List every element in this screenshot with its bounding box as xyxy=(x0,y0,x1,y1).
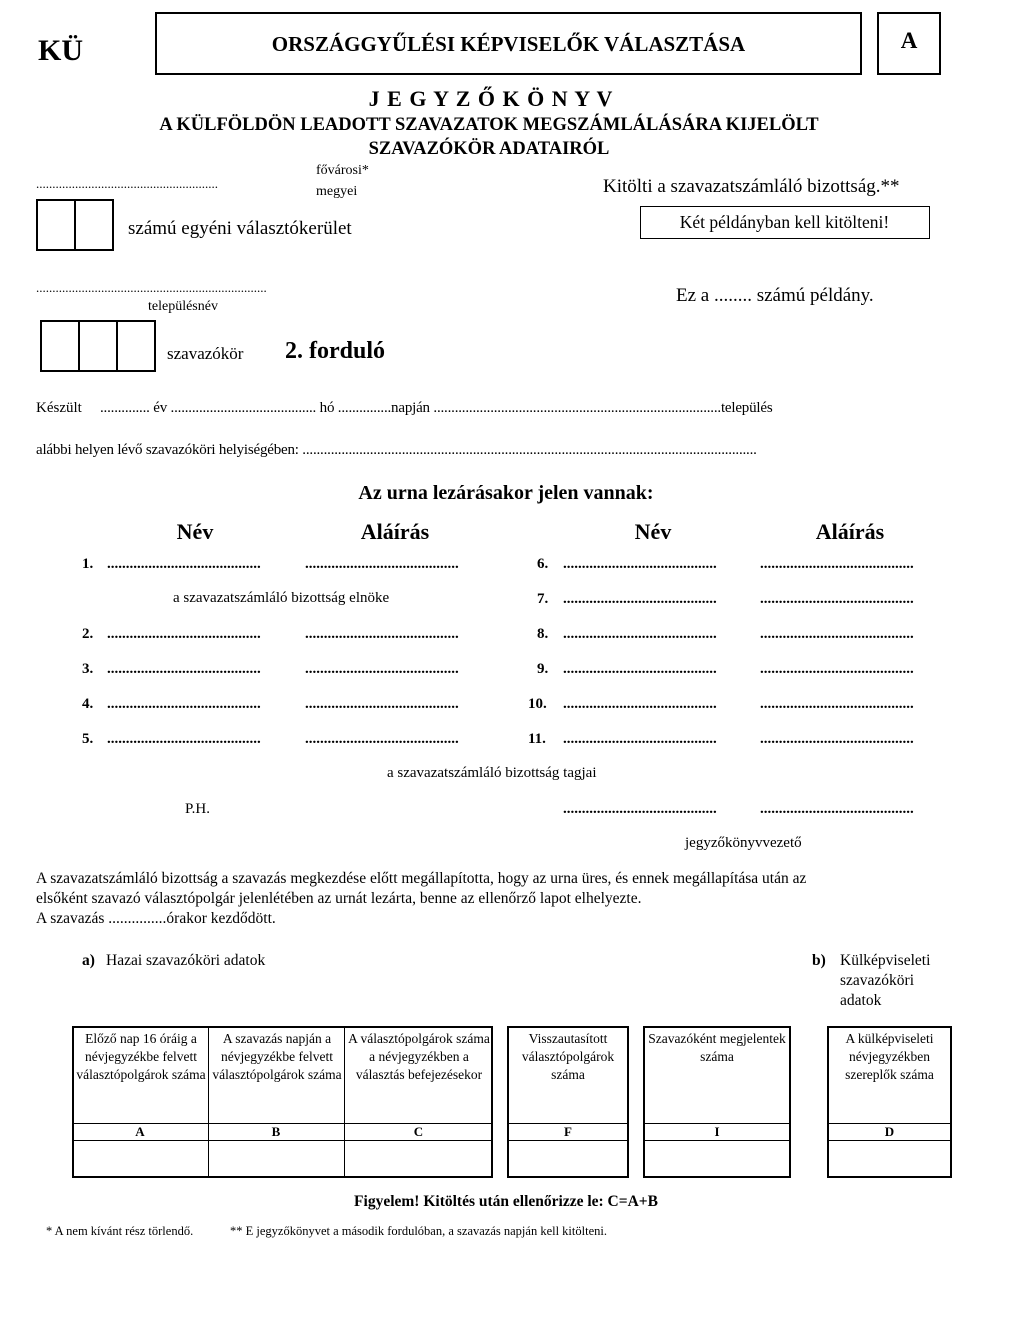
precinct-label: szavazókör xyxy=(167,344,244,363)
name-field[interactable]: ......................................... xyxy=(107,626,261,642)
signature-field[interactable]: ......................................... xyxy=(760,626,914,642)
value-cell-c[interactable] xyxy=(346,1142,491,1176)
page-title: ORSZÁGGYŰLÉSI KÉPVISELŐK VÁLASZTÁSA xyxy=(271,32,746,56)
row-number: 3. xyxy=(82,661,94,677)
document-subtitle-2: SZAVAZÓKÖR ADATAIRÓL xyxy=(368,139,610,159)
made-word: Készült xyxy=(36,400,82,416)
members-label: a szavazatszámláló bizottság tagjai xyxy=(387,765,597,781)
footnote-1: * A nem kívánt rész törlendő. xyxy=(46,1224,194,1238)
start-time-line[interactable]: A szavazás ...............órakor kezdődött. xyxy=(36,910,276,927)
check-note: Figyelem! Kitöltés után ellenőrizze le: C=A+B xyxy=(354,1193,658,1210)
signature-field[interactable]: ......................................... xyxy=(760,731,914,747)
precinct-digit-1[interactable] xyxy=(40,320,80,372)
settlement-dots[interactable]: ....................................................................... xyxy=(36,280,267,295)
statement-line-2: elsőként szavazó választópolgár jelenlétében az urnát lezárta, benne az ellenőrző lapot elhelyezte. xyxy=(36,890,642,907)
location-line[interactable]: alábbi helyen lévő szavazóköri helyiségében: ................................................................................................................................ xyxy=(36,442,757,458)
name-header-left: Név xyxy=(176,519,214,544)
signature-header-left: Aláírás xyxy=(360,519,430,544)
chair-label: a szavazatszámláló bizottság elnöke xyxy=(173,590,390,606)
column-header-i: Szavazóként megjelentek száma xyxy=(648,1031,786,1064)
precinct-digit-2[interactable] xyxy=(78,320,118,372)
signature-field[interactable]: ......................................... xyxy=(305,696,459,712)
megyei-label: megyei xyxy=(316,184,358,199)
signature-field[interactable]: ......................................... xyxy=(760,556,914,572)
form-code: KÜ xyxy=(38,34,83,67)
letter-box xyxy=(877,12,941,75)
section-b-marker: b) xyxy=(812,952,826,969)
statement-line-1: A szavazatszámláló bizottság a szavazás megkezdése előtt megállapította, hogy az urna üres, és ennek megállapítása után az xyxy=(36,870,807,887)
column-letter-b: B xyxy=(271,1124,281,1139)
form-letter: A xyxy=(900,28,918,53)
value-cell-i[interactable] xyxy=(645,1142,789,1176)
signature-field[interactable]: ......................................... xyxy=(305,661,459,677)
district-digit-2[interactable] xyxy=(74,199,114,251)
column-letter-i: I xyxy=(714,1124,720,1139)
value-cell-b[interactable] xyxy=(210,1142,342,1176)
signature-field[interactable]: ......................................... xyxy=(760,591,914,607)
fovarosi-label: fővárosi* xyxy=(316,163,369,178)
section-b-label-2: szavazóköri xyxy=(840,972,915,989)
column-header-b: A szavazás napján a névjegyzékbe felvett választópolgárok száma xyxy=(212,1031,342,1082)
document-subtitle-1: A KÜLFÖLDÖN LEADOTT SZAVAZATOK MEGSZÁMLÁLÁSÁRA KIJELÖLT xyxy=(159,115,819,135)
name-field[interactable]: ......................................... xyxy=(563,591,717,607)
section-a-label: Hazai szavazóköri adatok xyxy=(106,952,266,969)
name-field[interactable]: ......................................... xyxy=(107,661,261,677)
signature-field[interactable]: ......................................... xyxy=(760,661,914,677)
row-number: 5. xyxy=(82,731,94,747)
section-a-marker: a) xyxy=(82,952,95,969)
district-digit-1[interactable] xyxy=(36,199,76,251)
attendance-title: Az urna lezárásakor jelen vannak: xyxy=(358,482,654,504)
row-number: 8. xyxy=(537,626,549,642)
precinct-digit-3[interactable] xyxy=(116,320,156,372)
name-field[interactable]: ......................................... xyxy=(563,731,717,747)
two-copies-box xyxy=(640,206,930,239)
recorder-label: jegyzőkönyvvezető xyxy=(685,835,802,851)
row-number: 9. xyxy=(537,661,549,677)
document-heading: J E G Y Z Ő K Ö N Y V xyxy=(368,86,614,111)
name-field[interactable]: ......................................... xyxy=(563,556,717,572)
row-number: 4. xyxy=(82,696,94,712)
fills-in-note: Kitölti a szavazatszámláló bizottság.** xyxy=(603,176,900,197)
value-cell-a[interactable] xyxy=(74,1142,206,1176)
made-date-line[interactable]: .............. év ......................................... hó ...............napján .................................................................................település xyxy=(100,400,773,416)
copy-number[interactable]: Ez a ........ számú példány. xyxy=(676,285,874,306)
name-field[interactable]: ......................................... xyxy=(563,626,717,642)
county-dots[interactable]: ........................................................ xyxy=(36,176,218,191)
column-header-c: A választópolgárok száma a névjegyzékben a választás befejezésekor xyxy=(348,1031,490,1082)
signature-header-right: Aláírás xyxy=(815,519,885,544)
footnote-2: ** E jegyzőkönyvet a második fordulóban, a szavazás napján kell kitölteni. xyxy=(230,1224,607,1238)
two-copies-note: Két példányban kell kitölteni! xyxy=(679,212,890,232)
name-field[interactable]: ......................................... xyxy=(563,696,717,712)
recorder-signature-field[interactable]: ......................................... xyxy=(760,801,914,817)
section-b-label-3: adatok xyxy=(840,992,882,1009)
signature-field[interactable]: ......................................... xyxy=(760,696,914,712)
name-field[interactable]: ......................................... xyxy=(107,556,261,572)
stamp-placeholder: P.H. xyxy=(185,801,211,817)
row-number: 11. xyxy=(528,731,546,747)
section-b-label-1: Külképviseleti xyxy=(840,952,931,969)
value-cell-f[interactable] xyxy=(509,1142,627,1176)
column-letter-f: F xyxy=(564,1124,572,1139)
name-field[interactable]: ......................................... xyxy=(107,696,261,712)
name-header-right: Név xyxy=(634,519,672,544)
row-number: 10. xyxy=(528,696,547,712)
name-field[interactable]: ......................................... xyxy=(563,661,717,677)
district-label: számú egyéni választókerület xyxy=(128,218,352,239)
column-header-d: A külképviseleti névjegyzékben szereplők száma xyxy=(845,1031,934,1082)
column-header-f: Visszautasított választópolgárok száma xyxy=(521,1031,615,1082)
name-field[interactable]: ......................................... xyxy=(107,731,261,747)
settlement-label: településnév xyxy=(148,299,218,314)
signature-field[interactable]: ......................................... xyxy=(305,731,459,747)
recorder-name-field[interactable]: ......................................... xyxy=(563,801,717,817)
column-header-a: Előző nap 16 óráig a névjegyzékbe felvett választópolgárok száma xyxy=(76,1031,206,1082)
signature-field[interactable]: ......................................... xyxy=(305,626,459,642)
column-letter-a: A xyxy=(135,1124,145,1139)
column-letter-d: D xyxy=(884,1124,895,1139)
row-number: 2. xyxy=(82,626,94,642)
column-letter-c: C xyxy=(413,1124,424,1139)
signature-field[interactable]: ......................................... xyxy=(305,556,459,572)
title-box xyxy=(155,12,862,75)
row-number: 1. xyxy=(82,556,94,572)
round-label: 2. forduló xyxy=(285,338,386,364)
row-number: 7. xyxy=(537,591,549,607)
value-cell-d[interactable] xyxy=(829,1142,950,1176)
row-number: 6. xyxy=(537,556,549,572)
